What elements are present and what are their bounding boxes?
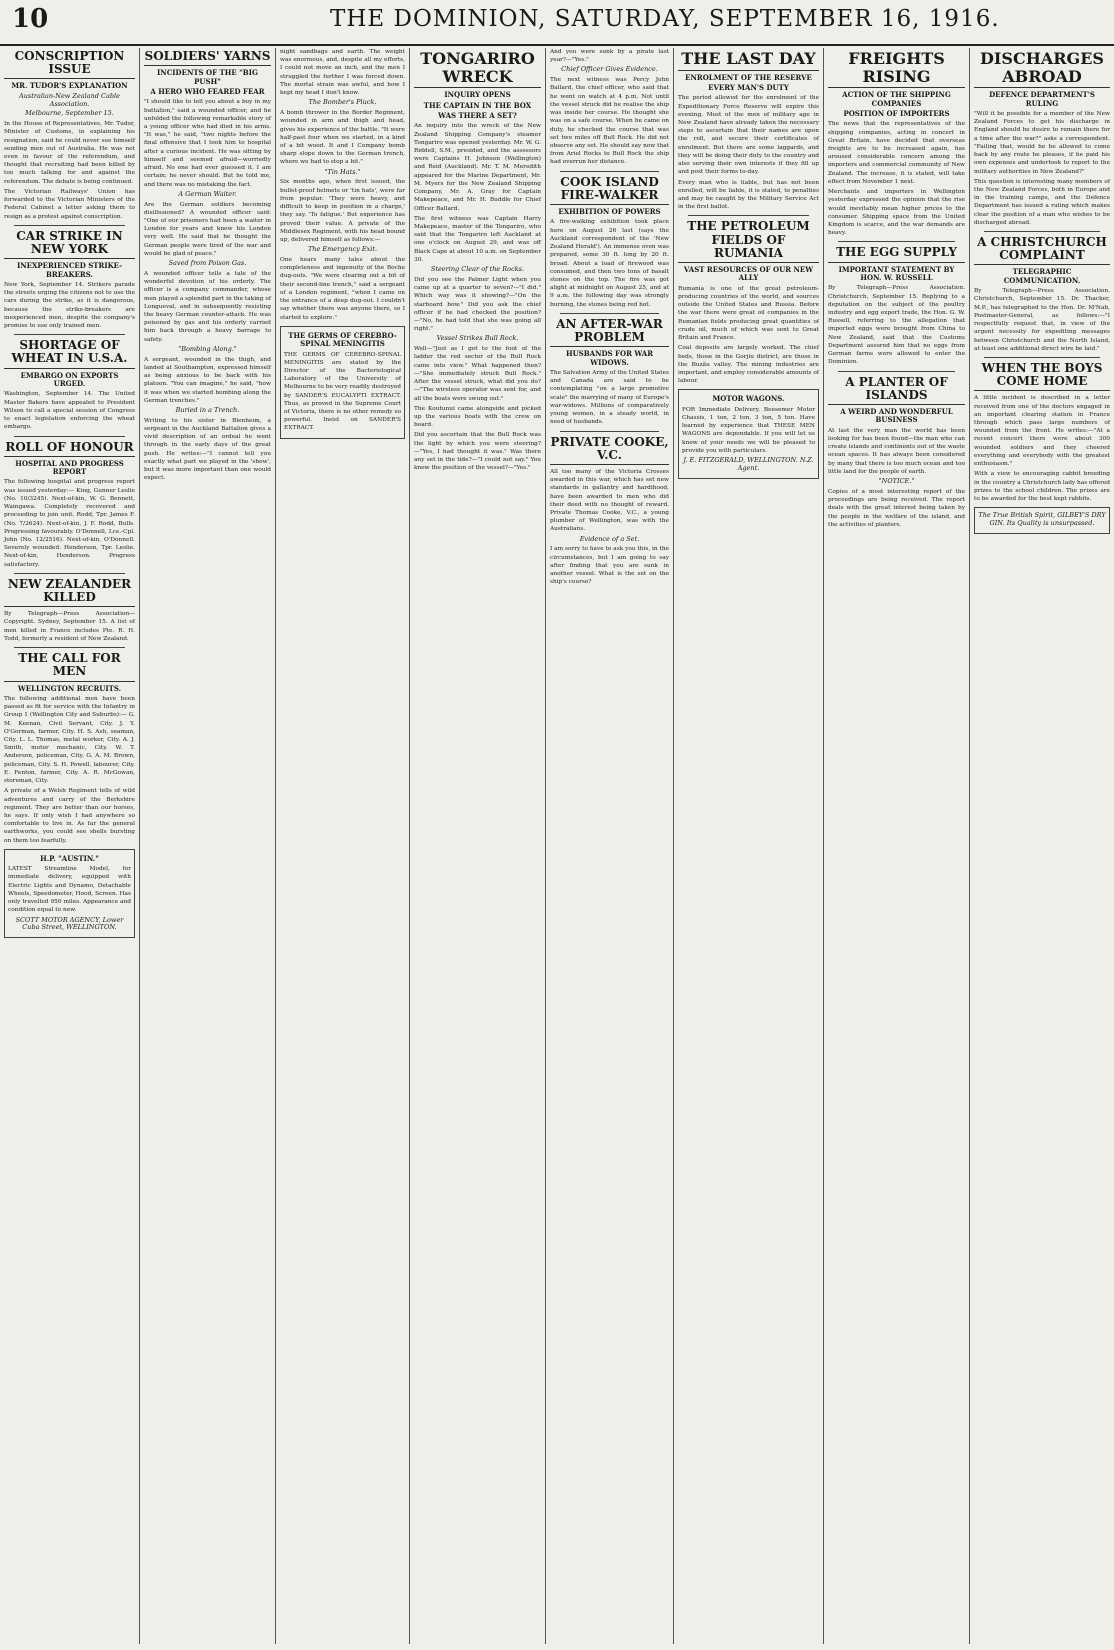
article-text: Six months ago, when first issued, the bullet-proof helmets or 'tin hats', were far from popular. 'They were heavy, and difficult to keep in position in a charge,' they say. 'To fatigue.' But experience has proved their value. A private of the Middlesex Regiment, with his head bound up, delivered himself as follows:—	[280, 179, 405, 243]
column-4	[410, 48, 546, 1644]
article-text: By Telegraph—Press Association. Christchurch, September 15. Dr. Thacker, M.P., has telegraphed to the Hon. Dr. M'Nab, Postmaster-General, as follows:—"I respectfully request that, in view of the urgent necessity for expediting messages between Christchurch and the North Island, at least one additional direct wire be laid."	[974, 288, 1110, 352]
article-text: All too many of the Victoria Crosses awarded in this war, which has set new standards in gallantry and hardihood, have been awarded to men who did their deed with no thought of reward. Private Thomas Cooke, V.C., a young plumber of Wellington, was with the Australians.	[550, 468, 669, 533]
ad-title: H.P. "AUSTIN."	[40, 853, 99, 863]
article-text: A private of a Welsh Regiment tells of wild adventures and carry of the Berkshire regiment. They are better than our horses, he says. If only wish I had anywhere so comfortable to live in. As far the general earthworks, you could see shells bursting on them too fearfully.	[4, 788, 135, 844]
subhead: EXHIBITION OF POWERS	[558, 207, 661, 217]
subhead: A WEIRD AND WONDERFUL BUSINESS	[840, 406, 953, 425]
subhead: TELEGRAPHIC COMMUNICATION.	[1003, 267, 1081, 285]
headline-roll-of-honour: ROLL OF HONOUR	[4, 441, 135, 457]
divider	[984, 231, 1100, 232]
divider	[560, 431, 659, 432]
subhead: ENROLMENT OF THE RESERVE	[685, 72, 812, 82]
divider	[14, 334, 125, 335]
headline-petroleum: THE PETROLEUM FIELDS OF RUMANIA	[678, 220, 819, 263]
subhead: DEFENCE DEPARTMENT'S RULING	[989, 90, 1095, 108]
article-text: An inquiry into the wreck of the New Zealand Shipping Company's steamer Tongariro was opened yesterday. Mr. W. G. Riddell, S.M., presided, and the assessors were Captains H. Johnson (Wellington) and Reid (Auckland). Mr. T. M. Meredith appeared for the Marine Department, Mr. M. Myers for the New Zealand Shipping Company, Mr. A. Gray for Captain Makepeace, and Mr. H. Buddle for Chief Officer Ballard.	[414, 123, 541, 212]
article-text: Washington, September 14. The United Master Bakers have appealed to President Wilson to call a special session of Congress to enact legislation enforcing the wheat embargo.	[4, 391, 135, 431]
section-heading: "Tin Hats."	[324, 167, 361, 176]
article-text: A bomb thrower in the Border Regiment, wounded in arm and thigh and head, gives his experience of the battle. "It were half-past four when we started, in a kind of a bit wood. It and I Company bomb sharp slope down to the German trench, where we had to stop a bit."	[280, 110, 405, 166]
column-3	[276, 48, 410, 1644]
article-text: Every man who is liable, but has not been enrolled, will be liable, it is stated, to penalties and may be caught by the Military Service Act in the first ballot.	[678, 179, 819, 211]
headline-planter: A PLANTER OF ISLANDS	[828, 376, 965, 405]
column-8	[970, 48, 1114, 1644]
advertisement-sanders	[280, 326, 405, 439]
subhead: POSITION OF IMPORTERS	[843, 108, 950, 118]
subhead: EVERY MAN'S DUTY	[708, 82, 789, 92]
divider	[14, 573, 125, 574]
article-text: The Salvation Army of the United States and Canada are said to be contemplating "on a large promotive scale" the marrying of many of Europe's war-widows. Millions of comparatively young women, in a steady world, in need of husbands.	[550, 369, 669, 426]
article-text: Writing to his sister in Blenheim, a sergeant in the Auckland Battalion gives a vivid description of an ordeal he went through in the early days of the great push. He writes:—"I cannot tell you exactly what part we played in the 'show', but it was more important than one would expect.	[144, 417, 271, 482]
article-text: The next witness was Percy John Ballard, the chief officer, who said that he went on watch at 4 p.m. Not until the vessel struck did he realise the ship was inside her course. He thought she was on a safe course. When he came on duty, he checked the course that was set two miles off Bull Rock. He did not observe any set. He should say now that from Ariel Rocks to Bull Rock the ship had overrun her distance.	[550, 77, 669, 166]
article-text: The Koutunui came alongside and picked up the various boats with the crew on board.	[414, 405, 541, 429]
article-text: The following hospital and progress report was issued yesterday:— King, Gunner Leslie (No. 10/3245). Next-of-kin, W. G. Bennett, Waingawa. Completely recovered and proceeding to join unit. Rodd, Tpr. James F. (No. 7/2624). Next-of-kin, J. F. Rodd, Bulls. Progressing favourably. O'Donnell, Lce.-Cpl. John (No. 12/2516). Next-of-kin, O'Donnell. Severely wounded. Henderson, Tpr. Leslie. Next-of-kin, Henderson. Progress satisfactory.	[4, 479, 135, 568]
subhead: MR. TUDOR'S EXPLANATION	[11, 81, 128, 91]
subhead: HOSPITAL AND PROGRESS REPORT	[15, 458, 124, 477]
divider	[14, 225, 125, 226]
subhead: INCIDENTS OF THE "BIG PUSH"	[157, 68, 258, 86]
article-text: The following additional men have been passed as fit for service with the Infantry in Group 1 (Wellington City and Suburbs):— G. M. Keenan, Civil Servant, City. J. Y. O'Gorman, farmer, City. H. S. Ash, seaman, City. L. L. Thomas, metal worker, City. A. J. Smith, motor mechanic, City. W. T. Anderson, policeman, City. G. A. M. Brown, policeman, City. S. H. Powell, labourer, City. E. Fenton, farmer, City. A. R. McGowan, storeman, City.	[4, 695, 135, 785]
headline-soldiers-yarns: SOLDIERS' YARNS	[144, 50, 271, 66]
article-text: Rumania is one of the great petroleum-producing countries of the world, and sources outside the United States and Russia. Before the war there were great oil companies in the Rumanian fields producing great quantities of crude oil, much of which was sent to Great Britain and France.	[678, 285, 819, 342]
divider	[14, 436, 125, 437]
subhead: INQUIRY OPENS	[444, 90, 511, 100]
section-heading: Chief Officer Gives Evidence.	[561, 65, 658, 74]
article-text: New York, September 14. Strikers parade the streets urging the citizens not to use the cars during the strike, as it is dangerous, because the strike-breakers are inexperienced men, despite the company's promise to use only trained men.	[4, 281, 135, 330]
article-text: And you were sunk by a pirate last year?—"Yes."	[550, 49, 669, 64]
divider	[688, 215, 809, 216]
subhead: IMPORTANT STATEMENT BY HON. W. RUSSELL	[838, 264, 955, 282]
article-text: Are the German soldiers becoming disillusioned? A wounded officer said: "One of our prisoners had been a waiter in London for years and knew his London very well. He said that he thought the German people were tired of the war and would be glad of peace."	[144, 201, 271, 257]
advertisement-austin	[4, 849, 135, 938]
article-text: I am sorry to have to ask you this, in the circumstances, but I am going to say after finding that you are sunk in another vessel. What is the set on the ship's course?	[550, 546, 669, 586]
divider	[838, 371, 955, 372]
ad-text: LATEST Streamline Model, for immediate delivery, equipped with Electric Lights and Dynamo, Detachable Wheels, Speedometer, Hood, Screen. Has only travelled 950 miles. Appearance and condition equal to new.	[8, 866, 131, 914]
article-text: One hears many tales about the completeness and ingenuity of the Boche dug-outs. "We were clearing out a bit of their second-line trench," said a sergeant of a London regiment, "when I came on the entrance of a deep dug-out. I couldn't say whether there was anyone there, so I started to explore."	[280, 256, 405, 321]
headline-conscription: CONSCRIPTION ISSUE	[4, 50, 135, 79]
subhead: WAS THERE A SET?	[438, 110, 517, 120]
headline-call-for-men: THE CALL FOR MEN	[4, 652, 135, 681]
article-text: Coal deposits are largely worked. The chief beds, those in the Gorjiu district, are those in the Buzău valley. The mining industries are important, and employ considerable amounts of labour.	[678, 345, 819, 385]
advertisement-motor-wagons	[678, 389, 819, 478]
headline-fire-walker: COOK ISLAND FIRE-WALKER	[550, 176, 669, 205]
page-number: 10	[12, 4, 49, 34]
article-text: A wounded officer tells a tale of the wonderful devotion of his orderly. The officer is a company commander, whose men played a splendid part in the taking of Longueval, and in subsequently resisting the heavy German counter-attack. He was poisoned by gas and his orderly carried him back through a heavy barrage to safety.	[144, 270, 271, 343]
article-text: Copies of a most interesting report of the proceedings are being received. The report deals with the great interest being taken by the people in the welfare of the island, and the activities of planters.	[828, 488, 965, 528]
article-text: The period allowed for the enrolment of the Expeditionary Force Reserve will expire this evening. Most of the men of military age in New Zealand have already taken the necessary steps to ascertain that their names are upon the roll, and secure their certificates of enrolment. But there are some laggards, and they will be doing their duty to the country and also serving their own interests if they fill up and post their forms to-day.	[678, 95, 819, 176]
column-6	[674, 48, 824, 1644]
headline-christchurch: A CHRISTCHURCH COMPLAINT	[974, 236, 1110, 265]
article-text: Did you see the Palmer Light when you came up at a quarter to seven?—"I did." Which way was it showing?—"On the starboard bow." Did you ask the chief officer if he had checked the position?—"No, he had told that she was going all right."	[414, 276, 541, 333]
article-text: A fire-walking exhibition took place here on August 26 last (says the Auckland correspondent of the 'New Zealand Herald'). An immense oven was prepared, some 30 ft. long by 20 ft. broad. About a load of firewood was consumed, and then two tons of basalt stones on the top. The fire was got alight at midnight on August 25, and at 9 a.m. the following day was strongly burning, the stones being red hot.	[550, 219, 669, 308]
article-text: A little incident is described in a letter received from one of the doctors engaged in an important clearing station in France through which pass large numbers of wounded from the front. He writes:—"At a recent concert there were about 300 wounded soldiers and they cheered everything and everybody with the greatest enthusiasm."	[974, 395, 1110, 468]
article-text: This question is interesting many members of the New Zealand Forces, both in Europe and in the training camps, and the Defence Department has issued a ruling which makes clear the position of a man who wishes to be discharged abroad.	[974, 178, 1110, 226]
headline-last-day: THE LAST DAY	[678, 50, 819, 71]
column-1	[0, 48, 140, 1644]
masthead	[0, 0, 1114, 46]
article-text: Well—"Just as I got to the foot of the ladder the red sector of the Bull Rock came into view." What happened then?—"She immediately struck Bull Rock." After the vessel struck, what did you do?—"The wireless operator was sent for, and all the boats were swung out."	[414, 346, 541, 402]
subhead: INEXPERIENCED STRIKE-BREAKERS.	[16, 261, 123, 279]
article-text: A sergeant, wounded in the thigh, and landed at Southampton, expressed himself as being anxious to be back with his platoon. "You can imagine," he said, "how it was when we started bombing along the German trenches."	[144, 356, 271, 404]
headline-nz-killed: NEW ZEALANDER KILLED	[4, 578, 135, 607]
article-text: Did you ascertain that the Bull Rock was the light by which you were steering?—"Yes, I had thought it was." Was there any set in the tide?—"I could not say." You knew the position of the vessel?—"Yes."	[414, 432, 541, 472]
section-heading: Saved from Poison Gas.	[168, 259, 247, 268]
article-text: The Victorian Railways' Union has forwarded to the Victorian Ministers of the Federal Cabinet a letter asking them to resign as a protest against conscription.	[4, 188, 135, 220]
subhead: HUSBANDS FOR WAR WIDOWS.	[565, 349, 654, 367]
dateline: Melbourne, September 15.	[25, 109, 114, 118]
advertisement-gilbeys	[974, 507, 1110, 534]
subhead: THE CAPTAIN IN THE BOX	[423, 100, 532, 110]
ad-footer: J. E. FITZGERALD, WELLINGTON. N.Z. Agent.	[683, 456, 814, 472]
section-heading: "NOTICE."	[878, 477, 915, 486]
section-heading: Steering Clear of the Rocks.	[430, 265, 525, 274]
subhead: WELLINGTON RECRUITS.	[17, 683, 122, 693]
ad-text: THE GERMS OF CEREBRO-SPINAL MENINGITIS are stated by the Director of the Bacteriological Laboratory of the University of Melbourne to be very readily destroyed by SANDER'S EUCALYPTI EXTRACT. Thus, as proved in the Supreme Court of Victoria, there is no other remedy so powerful. Insist on SANDER'S EXTRACT.	[284, 351, 401, 432]
headline-egg-supply: THE EGG SUPPLY	[828, 246, 965, 262]
subhead: A HERO WHO FEARED FEAR	[150, 86, 265, 96]
subhead: ACTION OF THE SHIPPING COMPANIES	[842, 90, 951, 108]
article-text: The first witness was Captain Harry Makepeace, master of the Tongariro, who said that the Tongariro left Auckland at one o'clock on August 29, and was off Black Cape at about 10 a.m. on September 30.	[414, 215, 541, 263]
ad-title: THE GERMS OF CEREBRO-SPINAL MENINGITIS	[288, 330, 397, 349]
dateline: Australian-New Zealand Cable Association.	[19, 91, 120, 108]
section-heading: Buried in a Trench.	[175, 405, 240, 414]
ad-text: FOR Immediate Delivery, Beesemer Motor Chassis, 1 ton, 2 ton, 3 ton, 5 ton. Have learned by experience that THESE MEN WAGONS are dependable. If you will let us know of your needs we will be pleased to provide you with particulars.	[682, 406, 815, 454]
headline-private-cooke: PRIVATE COOKE, V.C.	[550, 436, 669, 465]
section-heading: The Emergency Exit.	[307, 245, 378, 254]
headline-wheat: SHORTAGE OF WHEAT IN U.S.A.	[4, 339, 135, 368]
article-text: By Telegraph—Press Association. Christchurch, September 15. Replying to a deputation on the subject of the poultry industry and egg export trade, the Hon. G. W. Russell, referring to the allegation that imported eggs were brought from China to New Zealand, said that the Customs Department assured him that no eggs from German farms were allowed to enter the Dominion.	[828, 285, 965, 366]
headline-after-war: AN AFTER-WAR PROBLEM	[550, 318, 669, 347]
article-text: With a view to encouraging cabbit breeding in the country a Christchurch lady has offered prizes to the school children. The prizes are to be awarded for the best kept rabbits.	[974, 471, 1110, 502]
article-text: By Telegraph—Press Association—Copyright. Sydney, September 15. A list of men killed in France includes Pte. R. H. Todd, formerly a resident of New Zealand.	[4, 611, 135, 642]
headline-discharges: DISCHARGES ABROAD	[974, 50, 1110, 88]
column-7	[824, 48, 970, 1644]
section-heading: Vessel Strikes Bull Rock.	[436, 334, 519, 343]
article-text: At last the very man the world has been looking for has been found—the man who can create islands and continents out of the waste ocean spaces. It has always been considered by many that there is too much ocean and too little land for the people of earth.	[828, 427, 965, 475]
headline-boys-come-home: WHEN THE BOYS COME HOME	[974, 362, 1110, 391]
ad-title: MOTOR WAGONS.	[712, 394, 785, 404]
section-heading: A German Waiter.	[178, 189, 237, 198]
section-heading: Evidence of a Set.	[579, 534, 640, 543]
column-2	[140, 48, 276, 1644]
divider	[14, 647, 125, 648]
section-heading: The Bomber's Pluck.	[308, 98, 377, 107]
headline-car-strike: CAR STRIKE IN NEW YORK	[4, 230, 135, 259]
headline-freights: FREIGHTS RISING	[828, 50, 965, 88]
section-heading: "Bombing Along."	[178, 344, 237, 353]
article-text: "I should like to tell you about a boy in my battalion," said a wounded officer, and he unfolded the following remarkable story of a young officer who had died in his arms. "It was," he said, "two nights before the final offensive that I took him to hospital after a curious incident. He was sitting by himself and seemed afraid—worriedly afraid. No one had ever guessed it. I am certain; he never should. But he told me, and there was no mistaking the fact.	[144, 99, 271, 188]
divider	[838, 241, 955, 242]
divider	[560, 171, 659, 172]
subhead: EMBARGO ON EXPORTS URGED.	[20, 370, 119, 389]
subhead: VAST RESOURCES OF OUR NEW ALLY	[683, 265, 814, 283]
newspaper-title: THE DOMINION, SATURDAY, SEPTEMBER 16, 1916.	[330, 6, 1000, 32]
article-text: "Will it be possible for a member of the New Zealand Forces to get his discharge in England should he desire to remain there for a time after the war?" asks a correspondent. "Failing that, would he be allowed to come back by any route he pleases, if he paid his own expenses and undertook to report to the military authorities in New Zealand?"	[974, 110, 1110, 175]
article-text: Merchants and importers in Wellington yesterday expressed the opinion that the rise would inevitably mean higher prices to the consumer. Shipping space from the United Kingdom is scarce, and the war demands are heavy.	[828, 189, 965, 237]
headline-tongariro: TONGARIRO WRECK	[414, 50, 541, 88]
ad-footer: SCOTT MOTOR AGENCY, Lower Cuba Street, WELLINGTON.	[15, 915, 124, 932]
article-text: The news that the representatives of the shipping companies, acting in concert in Great Britain, have decided that overseas freights are to be increased again, has aroused considerable concern among the importers and commercial community of New Zealand. The increase, it is stated, will take effect from November 1 next.	[828, 121, 965, 185]
column-5	[546, 48, 674, 1644]
divider	[560, 313, 659, 314]
divider	[984, 357, 1100, 358]
ad-text: The True British Spirit, GILBEY'S DRY GIN. Its Quality is unsurpassed.	[978, 511, 1106, 527]
article-text: In the House of Representatives, Mr. Tudor, Minister of Customs, in explaining his resignation, said he could never see himself sending men out of Australia. He was not even in favour of the referendum, and thought that recruiting had been killed by too much talking for and against the referendum. The debate is being continued.	[4, 121, 135, 185]
article-text: night sandbags and earth. The weight was enormous, and, despite all my efforts, I could not move an inch, and the men I struggled the further I was forced down. The mortal strain was awful, and how I kept my head I don't know.	[280, 49, 405, 97]
